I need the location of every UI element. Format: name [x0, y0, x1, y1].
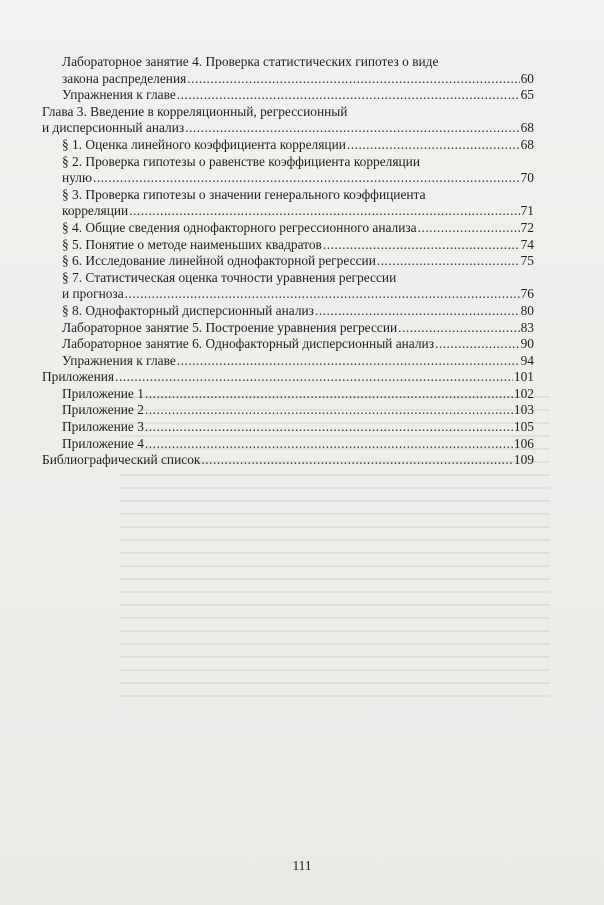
toc-entry-page: 68 [520, 120, 534, 136]
toc-entry [62, 137, 534, 154]
toc-entry [42, 452, 534, 469]
toc-entry-title: Приложение 2 [62, 402, 144, 418]
toc-entry-page: 90 [520, 336, 534, 352]
toc-entry-title: Приложение 3 [62, 419, 144, 435]
dot-leader [377, 253, 520, 270]
page-number: 111 [292, 858, 312, 873]
toc-entry [62, 253, 534, 270]
toc-entry-page: 103 [513, 402, 534, 418]
toc-entry-title-line: § 7. Статистическая оценка точности уравнения регрессии [62, 269, 397, 285]
dot-leader [435, 336, 520, 353]
toc-entry-page: 72 [520, 219, 534, 235]
dot-leader [125, 286, 520, 303]
toc-entry-title: Упражнения к главе [62, 87, 176, 103]
toc-entry-title-line: Лабораторное занятие 4. Проверка статистических гипотез о виде [62, 54, 439, 69]
dot-leader [115, 369, 513, 386]
toc-entry-title: Лабораторное занятие 6. Однофакторный дисперсионный анализ [62, 336, 435, 352]
dot-leader [145, 402, 513, 419]
toc-entry-page: 109 [513, 452, 534, 468]
toc-entry-title: Упражнения к главе [62, 352, 176, 368]
toc-entry [42, 104, 534, 137]
toc-entry-page: 70 [520, 170, 534, 186]
dot-leader [129, 203, 519, 220]
toc-entry-page: 76 [520, 286, 534, 302]
toc-entry [62, 303, 534, 320]
toc-entry-page: 65 [520, 87, 534, 103]
dot-leader [315, 303, 520, 320]
dot-leader [145, 436, 513, 453]
dot-leader [93, 170, 520, 187]
toc-entry [62, 353, 534, 370]
toc-entry [62, 386, 534, 403]
toc-entry-page: 106 [513, 435, 534, 451]
toc-entry-title: Библиографический список [42, 452, 201, 468]
toc-entry [62, 187, 534, 220]
toc-entry [62, 402, 534, 419]
dot-leader [145, 386, 513, 403]
toc-entry-page: 74 [520, 236, 534, 252]
toc-entry-title: § 5. Понятие о методе наименьших квадратов [62, 236, 322, 252]
toc-entry-title: Приложения [42, 369, 115, 385]
toc-entry-title-line: § 3. Проверка гипотезы о значении генерального коэффициента [62, 186, 426, 202]
toc-entry-title: и прогноза [62, 286, 124, 302]
toc-entry-title: и дисперсионный анализ [42, 120, 185, 136]
table-of-contents [0, 54, 604, 469]
toc-entry-title: Приложение 4 [62, 435, 144, 451]
toc-entry [62, 237, 534, 254]
toc-entry-title: § 4. Общие сведения однофакторного регрессионного анализа [62, 219, 417, 235]
toc-entry-title: Лабораторное занятие 5. Построение уравнения регрессии [62, 319, 398, 335]
dot-leader [185, 120, 519, 137]
dot-leader [145, 419, 513, 436]
toc-entry [62, 336, 534, 353]
dot-leader [177, 87, 520, 104]
dot-leader [347, 137, 520, 154]
toc-entry [62, 154, 534, 187]
toc-entry [62, 220, 534, 237]
dot-leader [323, 237, 520, 254]
toc-entry-title-line: Глава 3. Введение в корреляционный, регрессионный [42, 103, 348, 119]
dot-leader [398, 320, 519, 337]
toc-entry [62, 320, 534, 337]
toc-entry [62, 436, 534, 453]
toc-entry-title: нулю [62, 170, 92, 186]
toc-entry-page: 102 [513, 385, 534, 401]
toc-entry [62, 270, 534, 303]
toc-entry-title: Приложение 1 [62, 385, 144, 401]
toc-entry [62, 87, 534, 104]
toc-entry-title: закона распределения [62, 70, 187, 86]
toc-entry-page: 71 [520, 203, 534, 219]
toc-entry-title: § 8. Однофакторный дисперсионный анализ [62, 302, 314, 318]
toc-entry-page: 68 [520, 136, 534, 152]
toc-entry-title-line: § 2. Проверка гипотезы о равенстве коэффициента корреляции [62, 153, 421, 169]
toc-entry [42, 369, 534, 386]
dot-leader [187, 71, 519, 88]
dot-leader [201, 452, 512, 469]
toc-entry-title: корреляции [62, 203, 129, 219]
dot-leader [418, 220, 520, 237]
toc-entry-page: 101 [513, 369, 534, 385]
toc-entry-page: 60 [520, 70, 534, 86]
toc-entry-title: § 6. Исследование линейной однофакторной регрессии [62, 253, 376, 269]
toc-entry [62, 54, 534, 87]
dot-leader [177, 353, 520, 370]
toc-entry-page: 83 [520, 319, 534, 335]
toc-entry-title: § 1. Оценка линейного коэффициента корреляции [62, 136, 346, 152]
toc-entry-page: 94 [520, 352, 534, 368]
toc-entry-page: 105 [513, 419, 534, 435]
toc-entry [62, 419, 534, 436]
toc-entry-page: 75 [520, 253, 534, 269]
toc-entry-page: 80 [520, 302, 534, 318]
